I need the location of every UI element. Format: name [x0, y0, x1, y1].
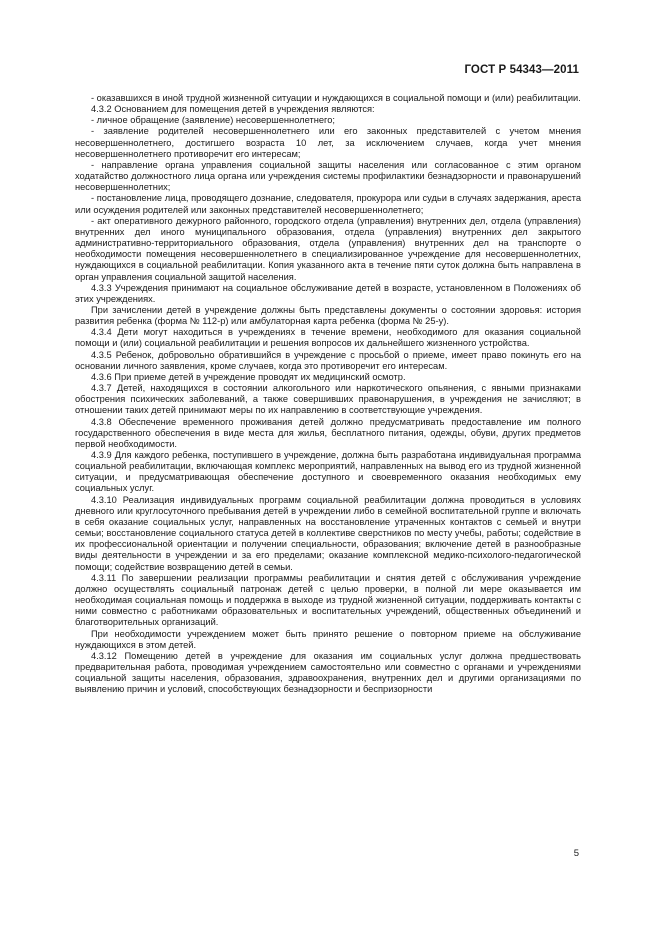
paragraph: 4.3.12 Помещению детей в учреждение для оказания им социальных услуг должна предшествовать предварительная работа, проводимая учреждением самостоятельно или совместно с органами и учреждениями социальной защиты населения, образования, здравоохранения, внутренних дел и другими организациями по выявлению причин и условий, способствующих безнадзорности и беспризорности [75, 650, 581, 695]
paragraph: 4.3.11 По завершении реализации программы реабилитации и снятия детей с обслуживания учреждение должно осуществлять социальный патронаж детей с целью проверки, в полной ли мере оказывается им необходимая социальная помощь и поддержка в выходе из трудной жизненной ситуации, поддерживать контакты с ними совместно с работниками образовательных и воспитательных учреждений, общественных объединений и благотворительных организаций. [75, 572, 581, 628]
paragraph: - постановление лица, проводящего дознание, следователя, прокурора или судьи в случаях задержания, ареста или осуждения родителей или законных представителей несовершеннолетнего; [75, 193, 581, 215]
paragraph: 4.3.4 Дети могут находиться в учреждениях в течение времени, необходимого для оказания социальной помощи и (или) социальной реабилитации и решения вопросов их дальнейшего жизненного устройства. [75, 327, 581, 349]
paragraph: 4.3.10 Реализация индивидуальных программ социальной реабилитации должна проводиться в условиях дневного или круглосуточного пребывания детей в учреждении либо в семейной воспитательной группе и включать в себя оказание социальных услуг, направленных на восстановление утраченных контактов с семьей и внутри семьи; восстановление социального статуса детей в коллективе сверстников по месту учебы, работы; содействие в их профессиональной ориентации и получении специальности, образования; включение детей в разнообразные виды деятельности в учреждении и за его пределами; оказание комплексной медико-психолого-педагогической помощи; содействие возвращению детей в семьи. [75, 494, 581, 572]
paragraph: 4.3.5 Ребенок, добровольно обратившийся в учреждение с просьбой о приеме, имеет право покинуть его на основании личного заявления, кроме случаев, когда это противоречит его интересам. [75, 349, 581, 371]
paragraph: При необходимости учреждением может быть принято решение о повторном приеме на обслуживание нуждающихся в этом детей. [75, 628, 581, 650]
paragraph: 4.3.6 При приеме детей в учреждение проводят их медицинский осмотр. [91, 371, 406, 382]
document-code-header: ГОСТ Р 54343—2011 [464, 64, 579, 76]
document-body [75, 93, 581, 695]
page-number: 5 [573, 848, 579, 859]
paragraph: 4.3.3 Учреждения принимают на социальное обслуживание детей в возрасте, установленном в Положениях об этих учреждениях. [75, 282, 581, 304]
paragraph: 4.3.8 Обеспечение временного проживания детей должно предусматривать предоставление им полного государственного обеспечения в виде места для жилья, бесплатного питания, одежды, обуви, других предметов первой необходимости. [75, 416, 581, 449]
paragraph: - направление органа управления социальной защиты населения или согласованное с этим органом ходатайство должностного лица органа или учреждения системы профилактики безнадзорности и правонарушений несовершеннолетних; [75, 159, 581, 193]
paragraph: 4.3.7 Детей, находящихся в состоянии алкогольного или наркотического опьянения, с явными признаками обострения психических заболеваний, а также совершивших правонарушения, в учреждения не зачисляют; в отношении таких детей принимают меры по их направлению в соответствующие учреждения. [75, 383, 581, 416]
paragraph: - акт оперативного дежурного районного, городского отдела (управления) внутренних дел, отдела (управления) внутренних дел иного муниципального образования, отдела (управления) внутренних дел закрытого административно-территориального образования, отдела (управления) внутренних дел на транспорте о необходимости помещения несовершеннолетнего в специализированное учреждение для несовершеннолетних, нуждающихся в социальной реабилитации. Копия указанного акта в течение пяти суток должна быть направлена в орган управления социальной защитой населения. [75, 215, 581, 282]
paragraph: 4.3.9 Для каждого ребенка, поступившего в учреждение, должна быть разработана индивидуальная программа социальной реабилитации, включающая комплекс мероприятий, направленных на вывод его из трудной жизненной ситуации, и предусматривающая обеспечение доступного и своевременного оказания необходимых ему социальных услуг. [75, 450, 581, 494]
paragraph: При зачислении детей в учреждение должны быть представлены документы о состоянии здоровья: история развития ребенка (форма № 112-р) или амбулаторная карта ребенка (форма № 25-у). [75, 304, 581, 327]
paragraph: 4.3.2 Основанием для помещения детей в учреждения являются: [91, 104, 375, 115]
paragraph: - оказавшихся в иной трудной жизненной ситуации и нуждающихся в социальной помощи и (или) реабилитации. [91, 93, 581, 103]
paragraph: - личное обращение (заявление) несовершеннолетнего; [91, 115, 335, 126]
paragraph: - заявление родителей несовершеннолетнего или его законных представителей с учетом мнения несовершеннолетнего, достигшего возраста 10 лет, за исключением случаев, когда учет мнения несовершеннолетнего противоречит его интересам; [75, 126, 581, 159]
